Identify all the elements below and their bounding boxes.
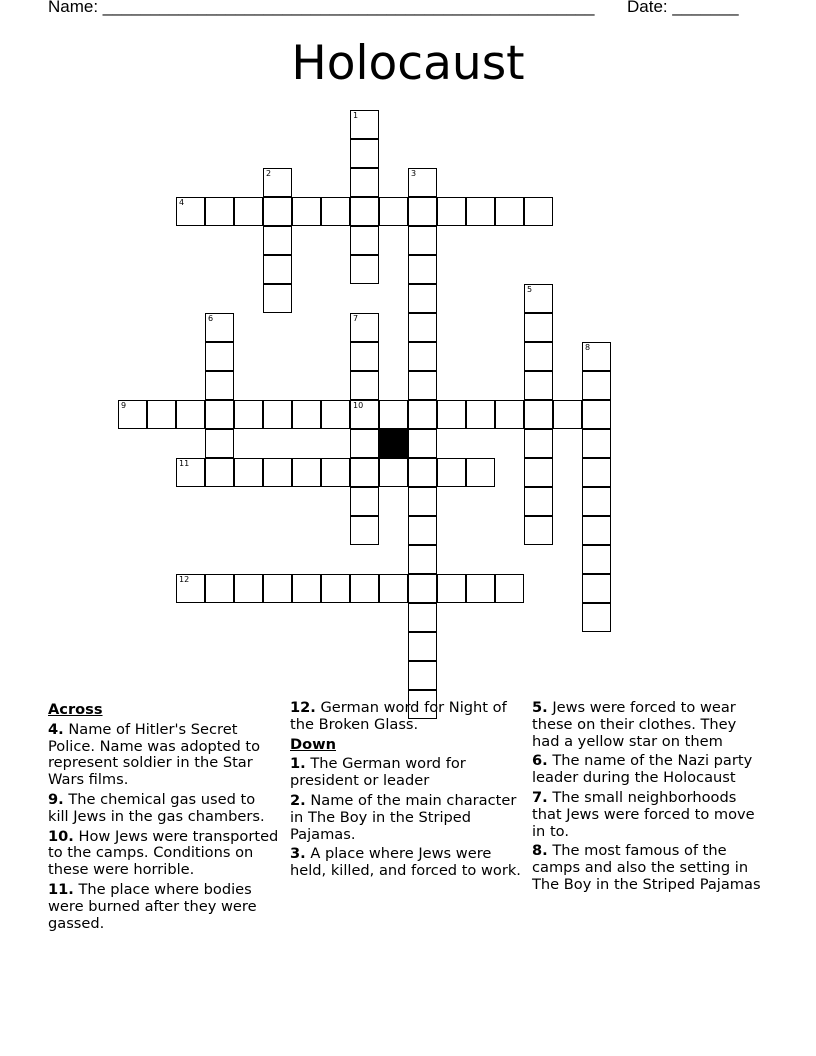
grid-cell[interactable] — [408, 255, 437, 284]
grid-cell[interactable] — [495, 574, 524, 603]
grid-cell[interactable] — [466, 574, 495, 603]
grid-cell[interactable] — [379, 197, 408, 226]
grid-cell[interactable] — [263, 255, 292, 284]
clue-number: 10 — [353, 401, 364, 410]
clue-number: 9 — [121, 401, 127, 410]
clue-number: 4 — [179, 198, 185, 207]
grid-cell[interactable] — [321, 197, 350, 226]
grid-cell[interactable] — [263, 458, 292, 487]
grid-cell[interactable] — [350, 487, 379, 516]
grid-cell[interactable] — [234, 400, 263, 429]
grid-cell[interactable] — [321, 400, 350, 429]
grid-cell[interactable] — [408, 429, 437, 458]
clue-number: 11 — [179, 459, 190, 468]
grid-cell[interactable] — [263, 284, 292, 313]
clue-number: 8 — [585, 343, 591, 352]
grid-cell[interactable] — [350, 458, 379, 487]
grid-cell[interactable] — [408, 342, 437, 371]
grid-cell[interactable] — [582, 371, 611, 400]
grid-cell[interactable] — [408, 400, 437, 429]
grid-cell[interactable] — [582, 603, 611, 632]
grid-cell[interactable] — [234, 458, 263, 487]
grid-cell[interactable] — [350, 429, 379, 458]
grid-cell[interactable] — [553, 400, 582, 429]
grid-cell[interactable] — [205, 371, 234, 400]
grid-cell[interactable] — [350, 371, 379, 400]
date-field-label: Date: _______ — [627, 0, 739, 16]
grid-cell[interactable] — [524, 342, 553, 371]
grid-cell[interactable] — [408, 487, 437, 516]
grid-cell-2[interactable] — [263, 168, 292, 197]
grid-cell[interactable] — [205, 342, 234, 371]
grid-cell[interactable] — [350, 516, 379, 545]
grid-cell-5[interactable] — [524, 284, 553, 313]
grid-cell[interactable] — [524, 429, 553, 458]
clue-down-8: 8. The most famous of the camps and also the setting in The Boy in the Striped Pajamas — [532, 842, 761, 893]
grid-cell[interactable] — [205, 458, 234, 487]
grid-cell[interactable] — [437, 574, 466, 603]
clue-across-10: 10. How Jews were transported to the camps. Conditions on these were horrible. — [48, 827, 279, 879]
grid-cell[interactable] — [582, 400, 611, 429]
grid-cell[interactable] — [582, 516, 611, 545]
grid-cell[interactable] — [495, 400, 524, 429]
grid-cell[interactable] — [350, 168, 379, 197]
grid-cell[interactable] — [582, 545, 611, 574]
grid-cell-9[interactable] — [118, 400, 147, 429]
grid-cell-7[interactable] — [350, 313, 379, 342]
grid-cell[interactable] — [408, 516, 437, 545]
name-field-label: Name: ____________________________________________________ — [48, 0, 595, 16]
grid-cell[interactable] — [437, 197, 466, 226]
grid-cell[interactable] — [379, 574, 408, 603]
grid-cell[interactable] — [408, 545, 437, 574]
grid-cell[interactable] — [205, 574, 234, 603]
grid-cell[interactable] — [408, 371, 437, 400]
black-cell — [379, 429, 408, 458]
clue-number: 12 — [179, 575, 190, 584]
grid-cell[interactable] — [321, 458, 350, 487]
clue-down-7: 7. The small neighborhoods that Jews were forced to move in to. — [532, 788, 755, 840]
clue-across-4: 4. Name of Hitler's Secret Police. Name was adopted to represent soldier in the Star Wars films. — [48, 720, 261, 789]
clue-number: 3 — [411, 169, 417, 178]
grid-cell[interactable] — [205, 197, 234, 226]
grid-cell[interactable] — [350, 139, 379, 168]
grid-cell[interactable] — [292, 574, 321, 603]
grid-cell[interactable] — [379, 400, 408, 429]
grid-cell-11[interactable] — [176, 458, 205, 487]
clues-column-1 — [48, 700, 280, 935]
grid-cell[interactable] — [524, 458, 553, 487]
grid-cell[interactable] — [524, 371, 553, 400]
clue-across-12: 12. German word for Night of the Broken Glass. — [290, 699, 507, 733]
grid-cell[interactable] — [524, 516, 553, 545]
grid-cell[interactable] — [582, 574, 611, 603]
grid-cell[interactable] — [408, 458, 437, 487]
clue-down-1: 1. The German word for president or leader — [290, 755, 466, 790]
grid-cell[interactable] — [263, 574, 292, 603]
grid-cell[interactable] — [205, 400, 234, 429]
grid-cell[interactable] — [321, 574, 350, 603]
grid-cell[interactable] — [437, 400, 466, 429]
grid-cell-4[interactable] — [176, 197, 205, 226]
grid-cell[interactable] — [350, 197, 379, 226]
clue-across-11: 11. The place where bodies were burned after they were gassed. — [48, 880, 257, 932]
grid-cell[interactable] — [582, 429, 611, 458]
clue-down-5: 5. Jews were forced to wear these on their clothes. They had a yellow star on them — [532, 699, 737, 750]
grid-cell[interactable] — [466, 400, 495, 429]
grid-cell[interactable] — [408, 632, 437, 661]
grid-cell[interactable] — [147, 400, 176, 429]
grid-cell[interactable] — [350, 255, 379, 284]
clue-number: 6 — [208, 314, 214, 323]
grid-cell-3[interactable] — [408, 168, 437, 197]
grid-cell[interactable] — [408, 313, 437, 342]
grid-cell[interactable] — [234, 197, 263, 226]
grid-cell[interactable] — [408, 661, 437, 690]
clues-column-3 — [532, 700, 764, 897]
clue-number: 1 — [353, 111, 359, 120]
grid-cell[interactable] — [292, 197, 321, 226]
grid-cell[interactable] — [350, 574, 379, 603]
down-heading: Down — [290, 735, 337, 753]
grid-cell[interactable] — [408, 226, 437, 255]
grid-cell[interactable] — [379, 458, 408, 487]
clue-down-2: 2. Name of the main character in The Boy in the Striped Pajamas. — [290, 791, 517, 843]
grid-cell[interactable] — [524, 313, 553, 342]
grid-cell[interactable] — [524, 197, 553, 226]
grid-cell[interactable] — [176, 400, 205, 429]
grid-cell[interactable] — [437, 458, 466, 487]
grid-cell[interactable] — [466, 197, 495, 226]
grid-cell[interactable] — [350, 226, 379, 255]
grid-cell[interactable] — [408, 574, 437, 603]
clue-down-3: 3. A place where Jews were held, killed, and forced to work. — [290, 845, 521, 880]
grid-cell[interactable] — [582, 458, 611, 487]
clue-down-6: 6. The name of the Nazi party leader during the Holocaust — [532, 752, 753, 787]
clue-number: 2 — [266, 169, 272, 178]
clue-across-9: 9. The chemical gas used to kill Jews in the gas chambers. — [48, 790, 265, 825]
grid-cell[interactable] — [408, 197, 437, 226]
grid-cell[interactable] — [263, 400, 292, 429]
across-heading: Across — [48, 701, 103, 718]
grid-cell[interactable] — [408, 284, 437, 313]
clue-number: 5 — [527, 285, 533, 294]
grid-cell[interactable] — [292, 458, 321, 487]
grid-cell[interactable] — [205, 429, 234, 458]
grid-cell[interactable] — [524, 400, 553, 429]
grid-cell-12[interactable] — [176, 574, 205, 603]
clue-number: 7 — [353, 314, 359, 323]
grid-cell[interactable] — [524, 487, 553, 516]
grid-cell-10[interactable] — [350, 400, 379, 429]
grid-cell-6[interactable] — [205, 313, 234, 342]
grid-cell[interactable] — [350, 342, 379, 371]
page-title: Holocaust — [291, 36, 525, 91]
grid-cell[interactable] — [263, 197, 292, 226]
grid-cell[interactable] — [292, 400, 321, 429]
grid-cell[interactable] — [495, 197, 524, 226]
grid-cell-8[interactable] — [582, 342, 611, 371]
grid-cell[interactable] — [408, 603, 437, 632]
grid-cell[interactable] — [234, 574, 263, 603]
grid-cell-1[interactable] — [350, 110, 379, 139]
grid-cell[interactable] — [263, 226, 292, 255]
grid-cell[interactable] — [582, 487, 611, 516]
clues-column-2 — [290, 700, 522, 883]
grid-cell[interactable] — [466, 458, 495, 487]
